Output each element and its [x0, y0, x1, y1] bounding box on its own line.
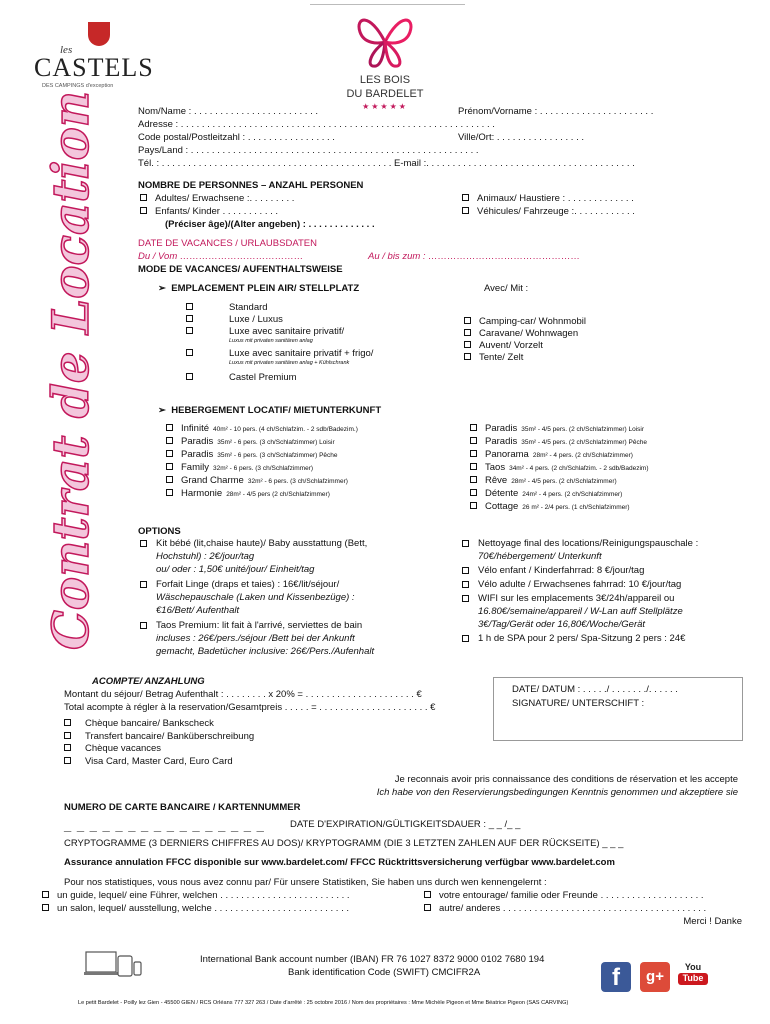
rental-right-list — [470, 423, 770, 514]
thanks: Merci ! Danke — [683, 916, 742, 927]
rental-item[interactable] — [166, 462, 466, 475]
pitch-checkbox[interactable] — [186, 349, 193, 356]
option-item[interactable] — [140, 579, 460, 618]
rental-detail: 32m² - 6 pers. (3 ch/Schlafzimmer) — [247, 478, 348, 485]
deposit-total[interactable]: Total acompte à régler à la reservation/Gesamtpreis . . . . . = . . . . . . . . . . . . . . . . . . . . . € — [64, 702, 436, 713]
bardelet-name-1: LES BOIS — [359, 74, 411, 86]
payment-label: Chèque vacances — [85, 743, 162, 754]
vehicle-checkbox[interactable] — [464, 341, 471, 348]
vehicle-item[interactable]: Auvent/ Vorzelt — [464, 340, 586, 352]
survey-entourage[interactable]: votre entourage/ familie oder Freunde . . . . . . . . . . . . . . . . . . . . — [424, 890, 704, 902]
rental-name: Panorama — [485, 449, 529, 460]
pitch-sub-1: Luxus mit privaten sanitären anlag — [229, 338, 313, 344]
rental-item[interactable] — [470, 423, 770, 436]
option-line: Nettoyage final des locations/Reinigungspauschale : — [478, 538, 699, 549]
google-plus-icon[interactable]: g+ — [640, 962, 670, 992]
vehicle-item[interactable]: Tente/ Zelt — [464, 352, 586, 364]
option-line: ou/ oder : 1,50€ unité/jour/ Einheit/tag — [156, 564, 315, 575]
pitch-standard[interactable]: Standard — [186, 302, 426, 314]
vehicle-item[interactable]: Caravane/ Wohnwagen — [464, 328, 586, 340]
persons-title: NOMBRE DE PERSONNES – ANZAHL PERSONEN — [138, 180, 364, 191]
rental-name: Cottage — [485, 501, 519, 512]
payment-checkbox[interactable] — [64, 757, 71, 764]
option-checkbox[interactable] — [462, 540, 469, 547]
rental-detail: 34m² - 4 pers. (2 ch/Schlafzim. - 2 sdb/Badezim) — [509, 465, 649, 472]
crypto-field[interactable]: CRYPTOGRAMME (3 DERNIERS CHIFFRES AU DOS)/ KRYPTOGRAMM (DIE 3 LETZTEN ZAHLEN AUF DER RÜCKSEITE) _ _ _ — [64, 838, 624, 849]
vehicle-list — [464, 316, 586, 364]
vehicles-checkbox[interactable] — [462, 207, 469, 214]
rental-detail: 35m² - 4/5 pers. (2 ch/Schlafzimmer) Loisir — [521, 426, 645, 433]
rental-checkbox[interactable] — [470, 450, 477, 457]
rental-item[interactable] — [166, 449, 466, 462]
rental-detail: 26 m² - 2/4 pers. (1 ch/Schlafzimmer) — [522, 504, 630, 511]
survey-checkbox[interactable] — [42, 891, 49, 898]
rental-checkbox[interactable] — [470, 489, 477, 496]
pitch-with: Avec/ Mit : — [484, 283, 529, 294]
vehicle-item[interactable]: Camping-car/ Wohnmobil — [464, 316, 586, 328]
option-line: gemacht, Badetücher inclusive: 26€/Pers./Aufenhalt — [156, 646, 375, 657]
options-right-list — [462, 538, 762, 647]
arrow-icon: ➢ — [158, 405, 172, 416]
rental-title: ➢ HEBERGEMENT LOCATIF/ MIETUNTERKUNFT — [158, 405, 382, 416]
rental-name: Rêve — [485, 475, 508, 486]
date-to-field[interactable]: Au / bis zum : ………………………………………… — [368, 251, 581, 262]
signature-field[interactable]: SIGNATURE/ UNTERSCHIFT : — [512, 697, 645, 709]
mode-title: MODE DE VACANCES/ AUFENTHALTSWEISE — [138, 264, 343, 275]
option-line: 16.80€/semaine/appareil / W-Lan auff Stellplätze — [478, 606, 683, 617]
option-checkbox[interactable] — [462, 581, 469, 588]
castels-les: les — [60, 44, 73, 56]
rental-name: Taos — [485, 462, 506, 473]
payment-method[interactable] — [64, 718, 254, 731]
vehicle-checkbox[interactable] — [464, 317, 471, 324]
pitch-sub-2: Luxus mit privaten sanitären anlag + Kühlschrank — [229, 360, 350, 366]
rental-checkbox[interactable] — [166, 489, 173, 496]
payment-method[interactable] — [64, 743, 254, 756]
pitch-premium[interactable]: Castel Premium — [186, 372, 426, 384]
adults-checkbox[interactable] — [140, 194, 147, 201]
rental-detail: 40m² - 10 pers. (4 ch/Schlafzim. - 2 sdb/Badezim.) — [213, 426, 358, 433]
rental-name: Paradis — [485, 436, 518, 447]
payment-label: Transfert bancaire/ Banküberschreibung — [85, 730, 255, 742]
country-field[interactable]: Pays/Land : . . . . . . . . . . . . . . . . . . . . . . . . . . . . . . . . . . . . . . . . . . . . . . . . . . . . . . . — [138, 145, 479, 156]
signature-box[interactable] — [493, 677, 743, 741]
options-title: OPTIONS — [138, 526, 181, 537]
vehicle-checkbox[interactable] — [464, 353, 471, 360]
pitch-luxe-sanitary[interactable]: Luxe avec sanitaire privatif/ — [186, 326, 426, 338]
bardelet-logo — [335, 12, 435, 112]
rental-checkbox[interactable] — [166, 437, 173, 444]
rental-detail: 35m² - 6 pers. (3 ch/Schlafzimmer) Loisir — [217, 439, 335, 446]
option-item[interactable] — [462, 633, 762, 646]
survey-intro: Pour nos statistiques, vous nous avez connu par/ Für unsere Statistiken, Sie haben uns durch wen kennengelernt : — [64, 877, 547, 888]
pitch-checkbox[interactable] — [186, 315, 193, 322]
children-field[interactable]: Enfants/ Kinder . . . . . . . . . . . — [140, 206, 278, 218]
pitch-luxe-fridge[interactable]: Luxe avec sanitaire privatif + frigo/ — [186, 348, 426, 360]
castels-logo — [28, 22, 154, 92]
rental-checkbox[interactable] — [470, 437, 477, 444]
survey-other[interactable]: autre/ anderes . . . . . . . . . . . . . . . . . . . . . . . . . . . . . . . . . . . . . . . — [424, 903, 706, 915]
devices-icon — [84, 950, 142, 984]
payment-checkbox[interactable] — [64, 719, 71, 726]
adults-field[interactable]: Adultes/ Erwachsene :. . . . . . . . . — [140, 193, 294, 205]
rental-name: Infinité — [181, 423, 209, 434]
option-checkbox[interactable] — [462, 595, 469, 602]
ages-field[interactable]: (Préciser âge)/(Alter angeben) : . . . . . . . . . . . . . — [165, 219, 375, 230]
option-line: Vélo adulte / Erwachsenes fahrrad: 10 €/jour/tag — [478, 579, 682, 590]
option-line: WIFI sur les emplacements 3€/24h/appareil ou — [478, 593, 675, 604]
option-item[interactable] — [140, 538, 460, 577]
option-line: 70€/hébergement/ Unterkunft — [478, 551, 602, 562]
date-field[interactable]: DATE/ DATUM : . . . . ./ . . . . . . ./. . . . . . — [512, 684, 678, 695]
postal-field[interactable]: Code postal/Postleitzahl : . . . . . . . . . . . . . . . . . — [138, 132, 335, 143]
youtube-icon[interactable]: You Tube — [678, 962, 708, 992]
castels-shield-icon — [88, 22, 110, 46]
survey-guide[interactable]: un guide, lequel/ eine Führer, welchen . . . . . . . . . . . . . . . . . . . . . . . . . — [42, 890, 350, 902]
rental-detail: 35m² - 6 pers. (3 ch/Schlafzimmer) Pêche — [217, 452, 338, 459]
option-line: Hochstuhl) : 2€/jour/tag — [156, 551, 255, 562]
rental-item[interactable] — [470, 501, 770, 514]
vehicles-field[interactable]: Véhicules/ Fahrzeuge :. . . . . . . . . . . . — [462, 206, 635, 218]
option-item[interactable] — [140, 620, 460, 659]
animals-checkbox[interactable] — [462, 194, 469, 201]
date-from-field[interactable]: Du / Vom ………………………………… — [138, 251, 304, 262]
rental-name: Paradis — [181, 449, 214, 460]
rental-item[interactable] — [166, 423, 466, 436]
rental-item[interactable] — [470, 475, 770, 488]
butterfly-icon — [350, 12, 420, 70]
rental-item[interactable] — [470, 488, 770, 501]
option-line: 3€/Tag/Gerät oder 16,80€/Woche/Gerät — [478, 619, 646, 630]
option-item[interactable] — [462, 593, 762, 632]
rental-item[interactable] — [470, 436, 770, 449]
survey-checkbox[interactable] — [42, 904, 49, 911]
rental-checkbox[interactable] — [166, 463, 173, 470]
rental-item[interactable] — [470, 449, 770, 462]
bardelet-name-2: DU BARDELET — [346, 87, 424, 100]
address-field[interactable]: Adresse : . . . . . . . . . . . . . . . . . . . . . . . . . . . . . . . . . . . . . . . . . . . . . . . . . . . . . . . . . . . . — [138, 119, 495, 130]
deposit-amount[interactable]: Montant du séjour/ Betrag Aufenthalt : . . . . . . . . x 20% = . . . . . . . . . . . . . . . . . . . . . € — [64, 689, 422, 700]
option-line: 1 h de SPA pour 2 pers/ Spa-Sitzung 2 pers : 24€ — [478, 633, 686, 644]
rental-checkbox[interactable] — [470, 424, 477, 431]
facebook-icon[interactable]: f — [601, 962, 631, 992]
payment-label: Chèque bancaire/ Bankscheck — [85, 718, 214, 729]
rental-checkbox[interactable] — [166, 424, 173, 431]
payment-checkbox[interactable] — [64, 732, 71, 739]
pitch-checkbox[interactable] — [186, 327, 193, 334]
castels-tagline: DES CAMPINGS d'exception — [42, 83, 114, 89]
option-line: Vélo enfant / Kinderfahrrad: 8 €/jour/tag — [478, 565, 645, 576]
payment-method[interactable] — [64, 756, 254, 769]
payment-methods — [64, 718, 254, 768]
pitch-luxe[interactable]: Luxe / Luxus — [186, 314, 426, 326]
rental-detail: 32m² - 6 pers. (3 ch/Schlafzimmer) — [212, 465, 314, 472]
survey-checkbox[interactable] — [424, 904, 431, 911]
top-rule — [310, 4, 465, 5]
footer: Le petit Bardelet - Poilly lez Gien - 45500 GIEN / RCS Orléans 777 327 263 / Date d'arrêté : 25 octobre 2016 / Nom des propriétaires : Mme Michèle Pigeon et Mme Béatrice Pigeon (SAS CARVING) — [78, 1000, 569, 1006]
arrow-icon: ➢ — [158, 283, 172, 294]
card-number-field[interactable]: _ _ _ _ _ _ _ _ _ _ _ _ _ _ _ _ — [64, 818, 265, 833]
payment-method[interactable] — [64, 731, 254, 744]
rental-item[interactable] — [166, 436, 466, 449]
option-line: Wäschepauschale (Laken und Kissenbezüge) : — [156, 592, 355, 603]
vehicle-checkbox[interactable] — [464, 329, 471, 336]
rental-checkbox[interactable] — [470, 463, 477, 470]
option-line: €16/Bett/ Aufenthalt — [156, 605, 240, 616]
iban: International Bank account number (IBAN) FR 76 1027 8372 9000 0102 7680 194 — [200, 954, 545, 965]
vertical-title: Contrat de Location — [41, 90, 100, 650]
option-checkbox[interactable] — [140, 622, 147, 629]
rental-detail: 35m² - 4/5 pers. (2 ch/Schlafzimmer) Pêche — [521, 439, 647, 446]
rental-left-list — [166, 423, 466, 501]
survey-checkbox[interactable] — [424, 891, 431, 898]
rental-item[interactable] — [470, 462, 770, 475]
bic: Bank identification Code (SWIFT) CMCIFR2A — [288, 967, 481, 978]
city-field[interactable]: Ville/Ort: . . . . . . . . . . . . . . . . . — [458, 132, 584, 143]
survey-salon[interactable]: un salon, lequel/ ausstellung, welche . . . . . . . . . . . . . . . . . . . . . . . . . . — [42, 903, 349, 915]
rental-name: Paradis — [485, 423, 518, 434]
rental-detail: 28m² - 4/5 pers (2 ch/Schlafzimmer) — [226, 491, 330, 498]
rental-item[interactable] — [166, 475, 466, 488]
animals-field[interactable]: Animaux/ Haustiere : . . . . . . . . . . . . . — [462, 193, 634, 205]
payment-checkbox[interactable] — [64, 744, 71, 751]
option-line: Kit bébé (lit,chaise haute)/ Baby ausstattung (Bett, — [156, 538, 368, 549]
insurance-link[interactable]: Assurance annulation FFCC disponible sur www.bardelet.com/ FFCC Rücktrittsversicherung verfügbar www.bardelet.com — [64, 857, 615, 868]
option-checkbox[interactable] — [462, 635, 469, 642]
rental-name: Harmonie — [181, 488, 223, 499]
castels-name: CASTELS — [34, 53, 154, 82]
rental-name: Grand Charme — [181, 475, 244, 486]
deposit-title: ACOMPTE/ ANZAHLUNG — [92, 676, 205, 687]
rental-checkbox[interactable] — [166, 476, 173, 483]
firstname-field[interactable]: Prénom/Vorname : . . . . . . . . . . . . . . . . . . . . . . — [458, 106, 654, 117]
option-line: Taos Premium: lit fait à l'arrivé, serviettes de bain — [156, 620, 363, 631]
pitch-title: ➢ EMPLACEMENT PLEIN AIR/ STELLPLATZ — [158, 283, 360, 294]
option-checkbox[interactable] — [140, 540, 147, 547]
rental-detail: 24m² - 4 pers. (2 ch/Schlafzimmer) — [522, 491, 623, 498]
bardelet-stars: ★★★★★ — [362, 101, 408, 111]
rental-item[interactable] — [166, 488, 466, 501]
option-checkbox[interactable] — [140, 581, 147, 588]
pitch-list — [186, 302, 426, 384]
pitch-checkbox[interactable] — [186, 303, 193, 310]
rental-checkbox[interactable] — [470, 476, 477, 483]
option-line: Forfait Linge (draps et taies) : 16€/lit/séjour/ — [156, 579, 340, 590]
pitch-checkbox[interactable] — [186, 373, 193, 380]
rental-name: Paradis — [181, 436, 214, 447]
payment-label: Visa Card, Master Card, Euro Card — [85, 755, 233, 767]
options-left-list — [140, 538, 460, 661]
card-title: NUMERO DE CARTE BANCAIRE / KARTENNUMMER — [64, 802, 301, 813]
rental-checkbox[interactable] — [166, 450, 173, 457]
option-item[interactable] — [462, 538, 762, 564]
rental-detail: 28m² - 4 pers. (2 ch/Schlafzimmer) — [532, 452, 633, 459]
option-line: incluses : 26€/pers./séjour /Bett bei der Ankunft — [156, 633, 355, 644]
conditions-de: Ich habe von den Reservierungsbedingungen Kenntnis genommen und akzeptiere sie — [376, 787, 738, 798]
rental-checkbox[interactable] — [470, 502, 477, 509]
children-checkbox[interactable] — [140, 207, 147, 214]
rental-name: Détente — [485, 488, 519, 499]
expiry-field[interactable]: DATE D'EXPIRATION/GÜLTIGKEITSDAUER : _ _ /_ _ — [290, 819, 521, 830]
conditions-fr: Je reconnais avoir pris connaissance des conditions de réservation et les accepte — [394, 774, 738, 785]
option-checkbox[interactable] — [462, 567, 469, 574]
dates-title: DATE DE VACANCES / URLAUBSDATEN — [138, 238, 317, 249]
rental-detail: 28m² - 4/5 pers. (2 ch/Schlafzimmer) — [511, 478, 617, 485]
option-item[interactable] — [462, 565, 762, 578]
option-item[interactable] — [462, 579, 762, 592]
tel-email-field[interactable]: Tél. : . . . . . . . . . . . . . . . . . . . . . . . . . . . . . . . . . . . . . . . . . . . . E-mail :. . . . . . . . . . . . . . . . . . . . . . . . . . . . . . . . . . . . . . . . — [138, 158, 635, 169]
name-field[interactable]: Nom/Name : . . . . . . . . . . . . . . . . . . . . . . . . — [138, 106, 319, 117]
rental-name: Family — [181, 462, 209, 473]
